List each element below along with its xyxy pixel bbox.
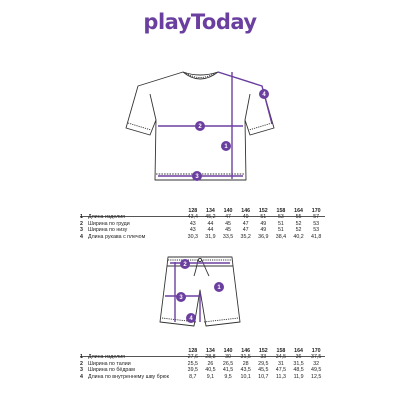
- shorts-diagram: [0, 240, 400, 340]
- table-cell: 38,4: [275, 233, 287, 240]
- table-cell: 49: [242, 214, 249, 221]
- size-col: 164: [294, 348, 303, 354]
- table-cell: 41,5: [222, 367, 234, 374]
- marker-2-label: 2: [198, 124, 202, 131]
- table-cell: 31,5: [240, 354, 251, 361]
- table-cell: 57: [313, 214, 320, 221]
- measurement-name: Ширина по талии: [88, 360, 131, 367]
- table-cell: 47,5: [275, 367, 287, 374]
- table-cell: 33: [260, 354, 267, 361]
- row-number: 1: [80, 214, 83, 221]
- table-cell: 26,5: [222, 360, 234, 367]
- table-cell: 31,5: [293, 360, 304, 367]
- row-number: 3: [80, 227, 83, 234]
- marker-4-label: 4: [189, 316, 193, 323]
- bottom-size-table: [80, 348, 325, 380]
- table-cell: 11,3: [275, 373, 286, 380]
- table-row: [80, 374, 325, 380]
- table-cell: 43: [189, 227, 196, 234]
- table-cell: 36: [295, 354, 302, 361]
- table-cell: 52: [295, 220, 302, 227]
- table-cell: 9,1: [206, 373, 215, 380]
- table-cell: 39,5: [187, 367, 198, 374]
- table-cell: 11,9: [293, 373, 304, 380]
- table-cell: 49: [260, 220, 267, 227]
- table-cell: 9,5: [224, 373, 232, 380]
- table-cell: 45,2: [205, 214, 216, 221]
- table-cell: 44: [207, 220, 214, 227]
- marker-3-label: 3: [179, 295, 183, 302]
- top-size-table: [80, 208, 325, 240]
- measurement-name: Длина рукава с плечом: [88, 233, 146, 240]
- table-cell: 45,5: [258, 367, 269, 374]
- table-cell: 37,5: [311, 354, 322, 361]
- size-col: 140: [223, 348, 233, 354]
- table-cell: 48,5: [293, 367, 304, 374]
- table-cell: 47: [242, 227, 249, 234]
- measurement-name: Ширина по груди: [88, 220, 130, 227]
- row-number: 2: [80, 220, 83, 227]
- row-number: 2: [80, 360, 83, 367]
- table-cell: 25,5: [187, 360, 198, 367]
- table-cell: 30,3: [187, 233, 198, 240]
- row-number: 1: [80, 354, 83, 361]
- table-cell: 41,8: [311, 233, 322, 240]
- table-cell: 29,5: [258, 360, 269, 367]
- table-cell: 27,6: [187, 354, 198, 361]
- table-cell: 26: [207, 360, 214, 367]
- table-cell: 28: [242, 360, 249, 367]
- table-cell: 12,5: [311, 373, 322, 380]
- measurement-name: Длина по внутреннему шву брюк: [88, 373, 169, 380]
- table-cell: 51: [260, 214, 267, 221]
- measurement-name: Длина изделия: [88, 354, 126, 361]
- table-cell: 31,9: [205, 233, 216, 240]
- table-cell: 33,5: [222, 233, 234, 240]
- table-cell: 40,5: [205, 367, 216, 374]
- table-cell: 40,2: [293, 233, 304, 240]
- table-cell: 28,8: [205, 354, 216, 361]
- table-cell: 51: [277, 220, 284, 227]
- marker-4-label: 4: [262, 92, 266, 99]
- table-cell: 43: [189, 220, 196, 227]
- size-col: 170: [311, 348, 321, 354]
- brand-logo: playToday: [143, 10, 257, 34]
- size-col: 158: [276, 208, 286, 214]
- table-cell: 45: [225, 220, 232, 227]
- table-cell: 30: [225, 354, 232, 361]
- size-col: 128: [188, 348, 198, 354]
- table-cell: 32: [313, 360, 320, 367]
- size-col: 134: [206, 208, 215, 214]
- size-col: 128: [188, 208, 198, 214]
- table-cell: 8,7: [189, 373, 197, 380]
- table-cell: 52: [295, 227, 302, 234]
- marker-1-label: 1: [224, 144, 228, 151]
- table-cell: 49,5: [311, 367, 322, 374]
- table-cell: 36,9: [258, 233, 269, 240]
- table-cell: 53: [277, 214, 284, 221]
- size-col: 158: [276, 348, 286, 354]
- table-cell: 44: [207, 227, 214, 234]
- size-col: 146: [241, 348, 251, 354]
- table-cell: 43,5: [240, 367, 251, 374]
- row-number: 4: [80, 373, 83, 380]
- size-col: 140: [223, 208, 233, 214]
- size-col: 164: [294, 208, 303, 214]
- size-col: 152: [258, 348, 268, 354]
- size-col: 134: [206, 348, 215, 354]
- table-cell: 47: [225, 214, 232, 221]
- table-cell: 49: [260, 227, 267, 234]
- measurement-name: Длина изделия: [88, 214, 126, 221]
- marker-1-label: 1: [217, 285, 221, 292]
- table-cell: 51: [277, 227, 284, 234]
- table-cell: 45: [225, 227, 232, 234]
- size-col: 152: [258, 208, 268, 214]
- table-cell: 31: [277, 360, 284, 367]
- marker-2-label: 2: [183, 262, 187, 269]
- row-number: 3: [80, 367, 83, 374]
- size-col: 170: [311, 208, 321, 214]
- table-cell: 53: [313, 220, 320, 227]
- measurement-name: Ширина по бёдрам: [88, 367, 135, 374]
- table-cell: 47: [242, 220, 249, 227]
- table-cell: 10,1: [240, 373, 251, 380]
- size-col: 146: [241, 208, 251, 214]
- measurement-name: Ширина по низу: [88, 227, 128, 234]
- marker-3-label: 3: [195, 174, 199, 181]
- table-cell: 34,5: [275, 354, 287, 361]
- table-cell: 55: [295, 214, 302, 221]
- row-number: 4: [80, 233, 83, 240]
- table-cell: 35,2: [240, 233, 251, 240]
- table-cell: 53: [313, 227, 320, 234]
- table-cell: 43,4: [187, 214, 198, 221]
- table-cell: 10,7: [258, 373, 269, 380]
